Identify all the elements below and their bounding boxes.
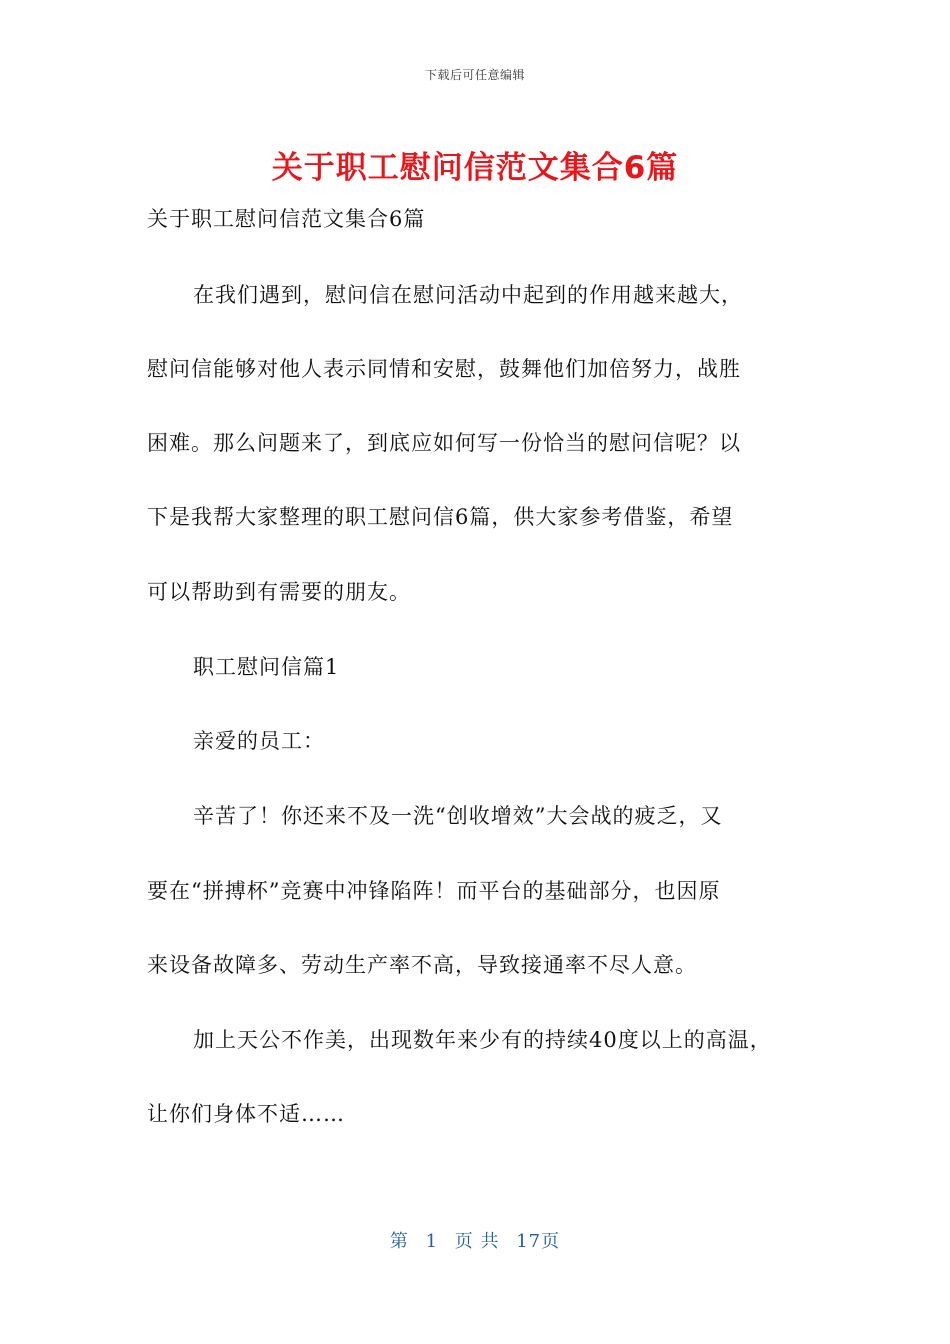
header-note: 下载后可任意编辑 (424, 68, 525, 82)
section-heading: 职工慰问信篇1 (193, 655, 340, 679)
paragraph-line: 要在“拼搏杯”竞赛中冲锋陷阵！而平台的基础部分，也因原 (147, 879, 721, 903)
page-label-suffix: 页 (541, 1231, 561, 1252)
paragraph-line: 加上天公不作美，出现数年来少有的持续40度以上的高温， (193, 1028, 772, 1052)
salutation-line: 亲爱的员工： (193, 729, 325, 753)
paragraph-line: 来设备故障多、劳动生产率不高，导致接通率不尽人意。 (147, 953, 697, 977)
subtitle-line: 关于职工慰问信范文集合6篇 (147, 207, 426, 231)
current-page-number: 1 (425, 1231, 439, 1252)
paragraph-line: 慰问信能够对他人表示同情和安慰，鼓舞他们加倍努力，战胜 (147, 357, 741, 381)
paragraph-line: 让你们身体不适…… (147, 1102, 345, 1126)
paragraph-line: 困难。那么问题来了，到底应如何写一份恰当的慰问信呢？以 (147, 431, 741, 455)
page-label-mid: 页 共 (454, 1231, 500, 1252)
paragraph-line: 可以帮助到有需要的朋友。 (147, 580, 411, 604)
paragraph-line: 下是我帮大家整理的职工慰问信6篇，供大家参考借鉴，希望 (147, 505, 734, 529)
page-label-prefix: 第 (389, 1231, 409, 1252)
paragraph-line: 辛苦了！你还来不及一洗“创收增效”大会战的疲乏，又 (193, 804, 723, 828)
paragraph-line: 在我们遇到，慰问信在慰问活动中起到的作用越来越大， (193, 283, 743, 307)
total-pages-number: 17 (516, 1231, 542, 1252)
page-footer (0, 1227, 950, 1253)
document-title: 关于职工慰问信范文集合6篇 (271, 150, 679, 186)
